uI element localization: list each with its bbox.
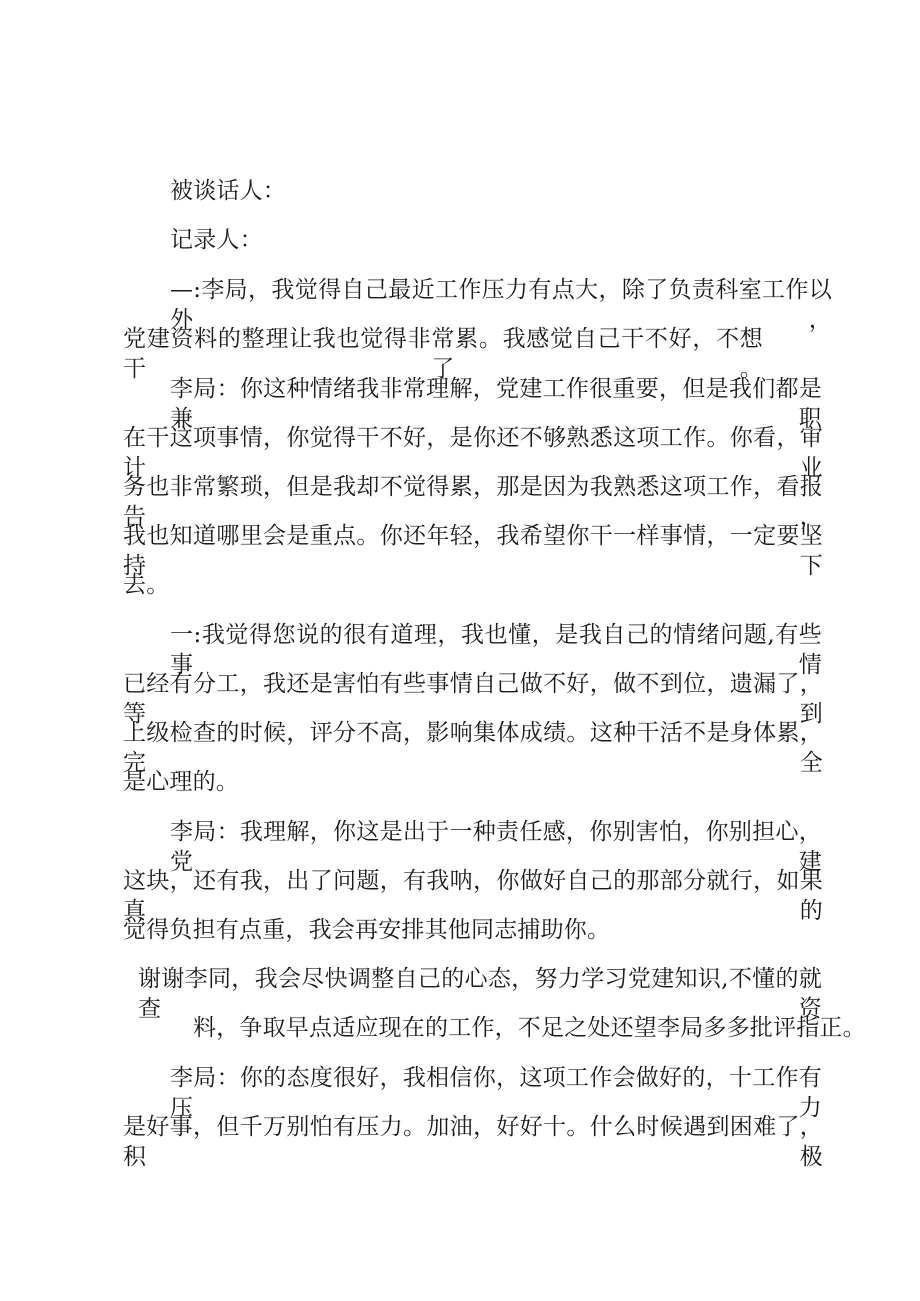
paragraph-line: —:李局，我觉得自己最近工作压力有点大，除了负责科室工作以外， [170, 277, 832, 333]
paragraph-line: 是心理的。 [123, 769, 239, 795]
interviewee-label: 被谈话人： [170, 178, 286, 204]
paragraph-line: 上级检查的时候，评分不高，影响集体成绩。这种干活不是身体累，完全 [123, 720, 823, 776]
paragraph-line: 在干这项事情，你觉得干不好，是你还不够熟悉这项工作。你看，审计业 [123, 425, 823, 481]
paragraph-line: 我也知道哪里会是重点。你还年轻，我希望你干一样事情，一定要坚持下 [123, 523, 823, 579]
paragraph-line: 党建资料的整理让我也觉得非常累。我感觉自己干不好，不想干了。 [123, 326, 763, 382]
paragraph-line: 已经有分工，我还是害怕有些事情自己做不好，做不到位，遗漏了，等到 [123, 671, 823, 727]
paragraph-line: 这块，还有我，出了问题，有我呐，你做好自己的那部分就行，如果真的 [123, 868, 823, 924]
paragraph-line: 去。 [123, 572, 170, 598]
paragraph-line: 是好事，但千万别怕有压力。加油，好好十。什么时候遇到困难了，积极 [123, 1114, 823, 1170]
paragraph-line: 谢谢李同，我会尽快调整自己的心态，努力学习党建知识,不懂的就查资 [138, 966, 822, 1022]
paragraph-line: 李局：你的态度很好，我相信你，这项工作会做好的，十工作有压力 [170, 1065, 822, 1121]
paragraph-line: 料，争取早点适应现在的工作，不足之处还望李局多多批评指正。 [193, 1015, 866, 1041]
recorder-label: 记录人： [170, 227, 263, 253]
paragraph-line: 李局：你这种情绪我非常理解，党建工作很重要，但是我们都是兼职 [170, 376, 822, 432]
paragraph-line: 觉得负担有点重，我会再安排其他同志捕助你。 [123, 917, 611, 943]
paragraph-line: 一:我觉得您说的很有道理，我也懂，是我自己的情绪问题,有些事情 [170, 622, 822, 678]
paragraph-line: 务也非常繁琐，但是我却不觉得累，那是因为我熟悉这项工作，看报告， [123, 474, 823, 530]
paragraph-line: 李局：我理解，你这是出于一种责任感，你别害怕，你别担心，党建 [170, 819, 822, 875]
